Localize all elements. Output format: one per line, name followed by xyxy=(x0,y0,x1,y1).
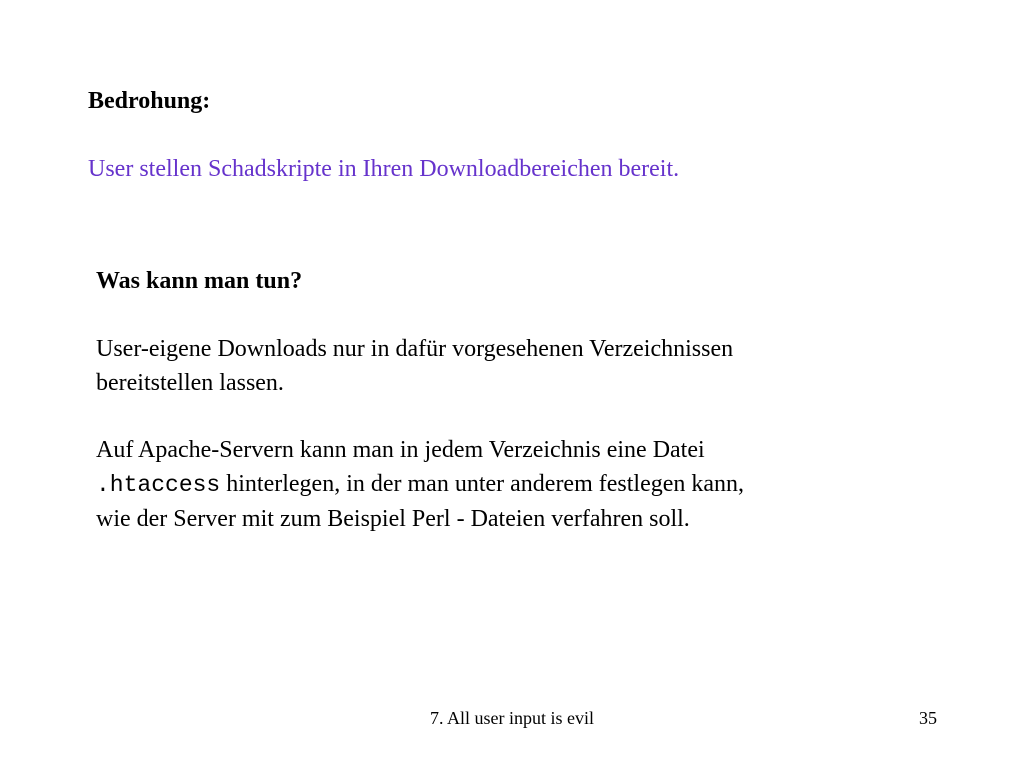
paragraph-downloads-line-2: bereitstellen lassen. xyxy=(96,370,284,396)
page-number: 35 xyxy=(919,708,937,728)
footer-title: 7. All user input is evil xyxy=(430,708,594,728)
paragraph-htaccess-line-2-text: hinterlegen, in der man unter anderem festlegen kann, xyxy=(220,471,745,497)
paragraph-htaccess-line-1: Auf Apache-Servern kann man in jedem Verzeichnis eine Datei xyxy=(96,437,705,463)
htaccess-code: .htaccess xyxy=(96,472,221,498)
threat-description: User stellen Schadskripte in Ihren Downloadbereichen bereit. xyxy=(88,156,680,182)
paragraph-downloads-line-1: User-eigene Downloads nur in dafür vorgesehenen Verzeichnissen xyxy=(96,336,734,362)
paragraph-htaccess xyxy=(96,433,744,536)
measures-heading: Was kann man tun? xyxy=(96,268,303,294)
paragraph-downloads xyxy=(96,332,733,400)
threat-heading: Bedrohung: xyxy=(88,88,211,114)
paragraph-htaccess-line-2 xyxy=(96,467,744,502)
paragraph-htaccess-line-3: wie der Server mit zum Beispiel Perl - Dateien verfahren soll. xyxy=(96,506,690,532)
